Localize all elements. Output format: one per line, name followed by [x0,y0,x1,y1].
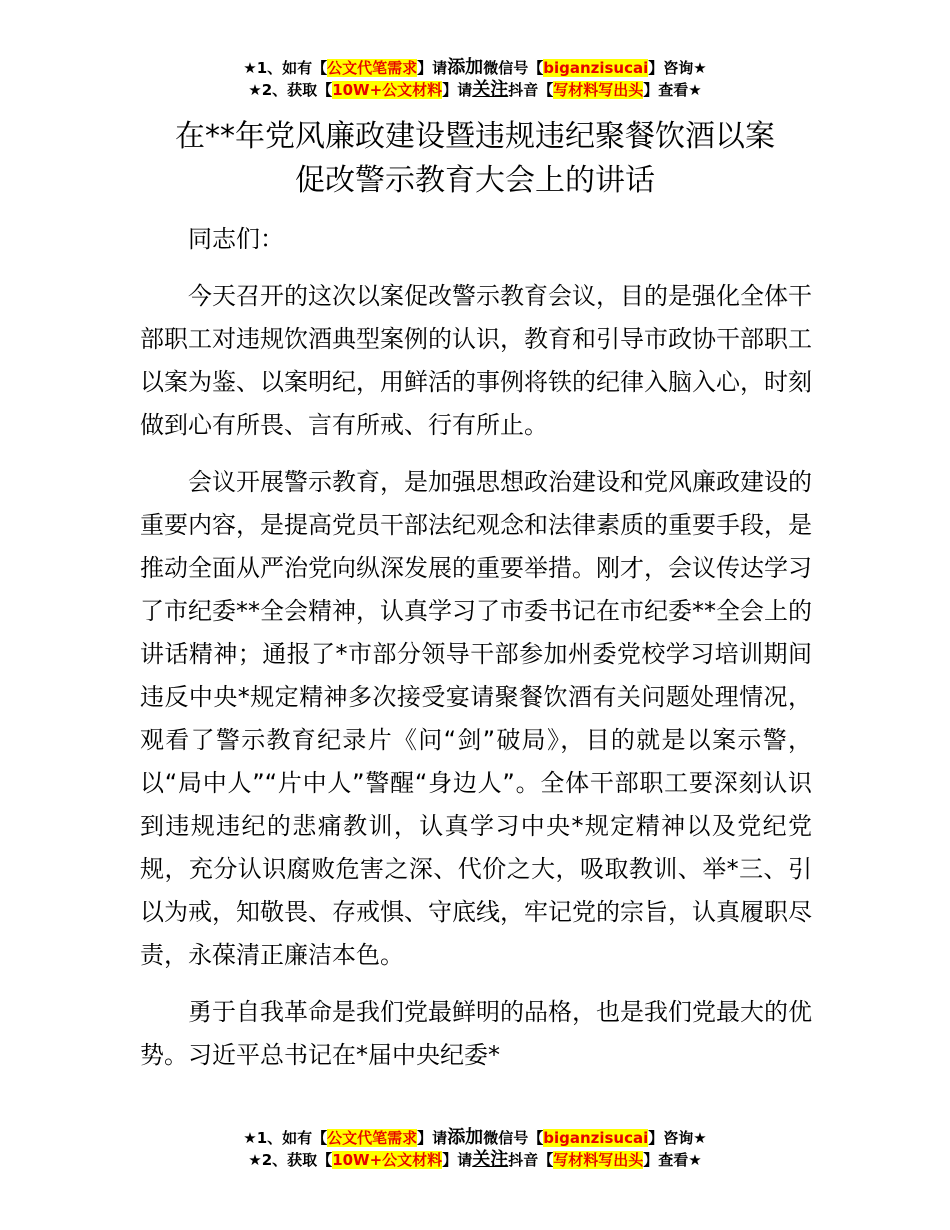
banner-text: 抖音【 [508,1151,554,1169]
banner-text: 】咨询★ [648,59,707,77]
title-line-2: 促改警示教育大会上的讲话 [295,163,655,198]
banner-text: 】请 [417,1129,448,1147]
banner-emphasis: 添加 [447,1127,484,1148]
banner-text: 】查看★ [643,81,702,99]
banner-line-2 [0,1149,950,1171]
banner-highlight: 10W+公文材料 [332,81,443,99]
banner-text: 】咨询★ [648,1129,707,1147]
banner-text: ★2、获取【 [248,1151,333,1169]
paragraph-1: 今天召开的这次以案促改警示教育会议，目的是强化全体干部职工对违规饮酒典型案例的认识，教育和引导市政协干部职工以案为鉴、以案明纪，用鲜活的事例将铁的纪律入脑入心，时刻做到心有所畏、言有所戒、行有所止。 [140,282,812,439]
banner-highlight: 公文代笔需求 [327,59,418,77]
footer-banner [0,1127,950,1171]
banner-highlight: 公文代笔需求 [327,1129,418,1147]
banner-line-1 [0,57,950,79]
banner-highlight: biganzisucai [543,59,649,77]
banner-text: 微信号【 [483,1129,544,1147]
banner-emphasis: 添加 [447,57,484,78]
banner-text: 微信号【 [483,59,544,77]
banner-text: ★1、如有【 [243,1129,328,1147]
title-line-1: 在**年党风廉政建设暨违规违纪聚餐饮酒以案 [175,119,775,154]
banner-text: 】请 [417,59,448,77]
banner-text: ★2、获取【 [248,81,333,99]
banner-line-2 [0,79,950,101]
document-body [140,218,812,1091]
banner-emphasis: 关注 [472,79,509,100]
banner-text: 】请 [442,1151,473,1169]
banner-highlight: biganzisucai [543,1129,649,1147]
banner-emphasis: 关注 [472,1149,509,1170]
paragraph-3: 勇于自我革命是我们党最鲜明的品格，也是我们党最大的优势。习近平总书记在*届中央纪委* [140,998,812,1069]
greeting: 同志们： [188,225,284,253]
banner-line-1 [0,1127,950,1149]
banner-text: ★1、如有【 [243,59,328,77]
banner-highlight: 写材料写出头 [553,1151,644,1169]
banner-highlight: 10W+公文材料 [332,1151,443,1169]
banner-text: 】查看★ [643,1151,702,1169]
paragraph-2: 会议开展警示教育，是加强思想政治建设和党风廉政建设的重要内容，是提高党员干部法纪观念和法律素质的重要手段，是推动全面从严治党向纵深发展的重要举措。刚才，会议传达学习了市纪委**全会精神，认真学习了市委书记在市纪委**全会上的讲话精神；通报了*市部分领导干部参加州委党校学习培训期间违反中央*规定精神多次接受宴请聚餐饮酒有关问题处理情况，观看了警示教育纪录片《问“剑”破局》，目的就是以案示警，以“局中人”“片中人”警醒“身边人”。全体干部职工要深刻认识到违规违纪的悲痛教训，认真学习中央*规定精神以及党纪党规，充分认识腐败危害之深、代价之大，吸取教训、举*三、引以为戒，知敬畏、存戒惧、守底线，牢记党的宗旨，认真履职尽责，永葆清正廉洁本色。 [140,468,812,969]
banner-text: 抖音【 [508,81,554,99]
banner-text: 】请 [442,81,473,99]
header-banner [0,57,950,101]
document-title [0,115,950,203]
banner-highlight: 写材料写出头 [553,81,644,99]
